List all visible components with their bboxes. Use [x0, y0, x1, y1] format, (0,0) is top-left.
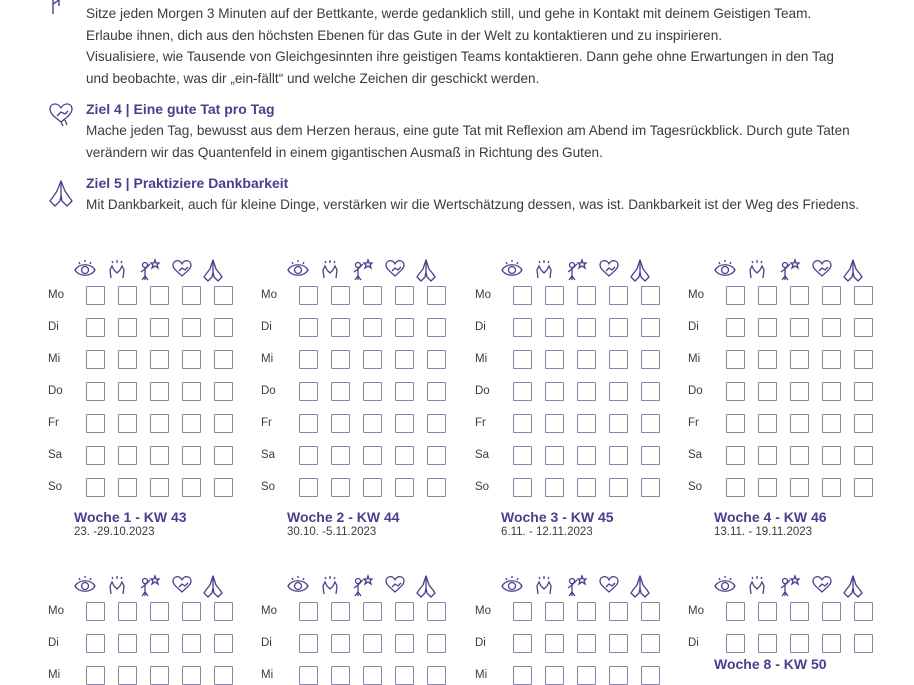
checkbox-di-eye[interactable]: [86, 318, 105, 337]
checkbox-do-raised-hands[interactable]: [118, 382, 137, 401]
checkbox-sa-person-star[interactable]: [790, 446, 809, 465]
checkbox-sa-heart-hand[interactable]: [609, 446, 628, 465]
intro-paragraph: [86, 3, 834, 89]
day-label: Sa: [688, 449, 703, 461]
raised-hands-icon: [532, 574, 558, 598]
checkbox-so-heart-hand[interactable]: [822, 478, 841, 497]
checkbox-mi-praying-hands[interactable]: [214, 350, 233, 369]
checkbox-di-praying-hands[interactable]: [854, 318, 873, 337]
checkbox-fr-eye[interactable]: [513, 414, 532, 433]
checkbox-mo-heart-hand[interactable]: [182, 286, 201, 305]
checkbox-di-heart-hand[interactable]: [395, 318, 414, 337]
checkbox-di-praying-hands[interactable]: [641, 318, 660, 337]
week-title: Woche 2 - KW 44: [287, 509, 400, 525]
checkbox-fr-eye[interactable]: [86, 414, 105, 433]
checkbox-mo-heart-hand[interactable]: [609, 286, 628, 305]
day-label: Di: [475, 637, 486, 649]
checkbox-di-heart-hand[interactable]: [182, 318, 201, 337]
day-label: Mo: [48, 605, 64, 617]
day-label: Sa: [475, 449, 490, 461]
checkbox-sa-person-star[interactable]: [363, 446, 382, 465]
checkbox-mo-person-star[interactable]: [363, 602, 382, 621]
checkbox-di-eye[interactable]: [726, 634, 745, 653]
praying-hands-icon: [628, 258, 654, 282]
eye-icon: [500, 574, 526, 598]
praying-hands-icon: [201, 258, 227, 282]
checkbox-mo-praying-hands[interactable]: [427, 286, 446, 305]
checkbox-so-heart-hand[interactable]: [395, 478, 414, 497]
week-title: Woche 1 - KW 43: [74, 509, 187, 525]
checkbox-do-eye[interactable]: [726, 382, 745, 401]
checkbox-fr-heart-hand[interactable]: [609, 414, 628, 433]
checkbox-fr-praying-hands[interactable]: [214, 414, 233, 433]
checkbox-mi-raised-hands[interactable]: [545, 666, 564, 685]
day-label: Fr: [48, 417, 59, 429]
checkbox-di-praying-hands[interactable]: [214, 318, 233, 337]
praying-hands-icon: [47, 177, 75, 209]
checkbox-di-praying-hands[interactable]: [214, 634, 233, 653]
checkbox-di-heart-hand[interactable]: [822, 634, 841, 653]
checkbox-do-person-star[interactable]: [150, 382, 169, 401]
checkbox-so-heart-hand[interactable]: [182, 478, 201, 497]
checkbox-mo-person-star[interactable]: [150, 286, 169, 305]
person-star-icon: [350, 258, 376, 282]
checkbox-mo-raised-hands[interactable]: [331, 602, 350, 621]
checkbox-so-eye[interactable]: [299, 478, 318, 497]
checkbox-mi-eye[interactable]: [86, 350, 105, 369]
checkbox-mo-praying-hands[interactable]: [214, 602, 233, 621]
day-label: Mo: [48, 289, 64, 301]
checkbox-do-raised-hands[interactable]: [331, 382, 350, 401]
checkbox-mo-praying-hands[interactable]: [214, 286, 233, 305]
checkbox-di-person-star[interactable]: [363, 318, 382, 337]
day-label: Fr: [261, 417, 272, 429]
checkbox-do-raised-hands[interactable]: [758, 382, 777, 401]
day-label: So: [261, 481, 276, 493]
raised-hands-icon: [105, 258, 131, 282]
raised-hands-icon: [532, 258, 558, 282]
checkbox-mo-raised-hands[interactable]: [758, 286, 777, 305]
checkbox-do-praying-hands[interactable]: [427, 382, 446, 401]
checkbox-mi-heart-hand[interactable]: [395, 666, 414, 685]
checkbox-mi-person-star[interactable]: [577, 350, 596, 369]
checkbox-so-praying-hands[interactable]: [854, 478, 873, 497]
eye-icon: [73, 258, 99, 282]
day-label: Do: [688, 385, 703, 397]
day-label: So: [688, 481, 703, 493]
checkbox-fr-heart-hand[interactable]: [182, 414, 201, 433]
checkbox-mo-person-star[interactable]: [790, 602, 809, 621]
checkbox-mi-raised-hands[interactable]: [331, 666, 350, 685]
checkbox-mi-heart-hand[interactable]: [395, 350, 414, 369]
day-label: Sa: [261, 449, 276, 461]
checkbox-fr-heart-hand[interactable]: [822, 414, 841, 433]
raised-hands-icon: [318, 258, 344, 282]
goal-4-text: [86, 120, 850, 163]
checkbox-mi-person-star[interactable]: [150, 666, 169, 685]
goal-5-text: [86, 194, 859, 216]
week-dates: 30.10. -5.11.2023: [287, 526, 377, 538]
checkbox-so-raised-hands[interactable]: [118, 478, 137, 497]
checkbox-do-person-star[interactable]: [577, 382, 596, 401]
checkbox-di-heart-hand[interactable]: [395, 634, 414, 653]
checkbox-sa-person-star[interactable]: [577, 446, 596, 465]
checkbox-do-heart-hand[interactable]: [822, 382, 841, 401]
praying-hands-icon: [628, 574, 654, 598]
checkbox-do-heart-hand[interactable]: [395, 382, 414, 401]
checkbox-di-person-star[interactable]: [150, 634, 169, 653]
checkbox-mi-eye[interactable]: [299, 666, 318, 685]
checkbox-mi-person-star[interactable]: [150, 350, 169, 369]
day-label: Fr: [475, 417, 486, 429]
checkbox-di-raised-hands[interactable]: [545, 318, 564, 337]
checkbox-di-eye[interactable]: [513, 318, 532, 337]
checkbox-do-person-star[interactable]: [363, 382, 382, 401]
checkbox-do-praying-hands[interactable]: [214, 382, 233, 401]
week-dates: 23. -29.10.2023: [74, 526, 155, 538]
checkbox-mi-praying-hands[interactable]: [427, 666, 446, 685]
day-label: Mi: [48, 669, 61, 681]
intro-line: Visualisiere, wie Tausende von Gleichgesinnten ihre geistigen Teams kontaktieren. Dann gehe ohne Erwartungen in den Tag: [86, 49, 834, 64]
raised-hands-icon: [105, 574, 131, 598]
checkbox-di-eye[interactable]: [299, 634, 318, 653]
checkbox-mi-eye[interactable]: [299, 350, 318, 369]
intro-line: und beobachte, was dir „ein-fällt“ und welche Zeichen dir geschickt werden.: [86, 70, 540, 86]
checkbox-di-praying-hands[interactable]: [427, 634, 446, 653]
day-label: Mo: [475, 289, 491, 301]
checkbox-mi-heart-hand[interactable]: [182, 350, 201, 369]
day-label: Do: [48, 385, 63, 397]
eye-icon: [73, 574, 99, 598]
week-dates: 13.11. - 19.11.2023: [714, 526, 813, 538]
checkbox-mo-eye[interactable]: [513, 286, 532, 305]
checkbox-sa-raised-hands[interactable]: [545, 446, 564, 465]
checkbox-mo-person-star[interactable]: [150, 602, 169, 621]
checkbox-fr-person-star[interactable]: [150, 414, 169, 433]
checkbox-di-eye[interactable]: [726, 318, 745, 337]
checkbox-sa-eye[interactable]: [726, 446, 745, 465]
day-label: Mi: [475, 353, 488, 365]
checkbox-di-raised-hands[interactable]: [331, 634, 350, 653]
checkbox-mi-raised-hands[interactable]: [118, 350, 137, 369]
week-title: Woche 8 - KW 50: [714, 656, 827, 672]
checkbox-sa-raised-hands[interactable]: [118, 446, 137, 465]
day-label: Mo: [688, 605, 704, 617]
day-label: Fr: [688, 417, 699, 429]
checkbox-mo-praying-hands[interactable]: [854, 602, 873, 621]
person-star-icon: [47, 0, 73, 20]
checkbox-mi-heart-hand[interactable]: [182, 666, 201, 685]
checkbox-di-person-star[interactable]: [577, 634, 596, 653]
checkbox-mi-raised-hands[interactable]: [758, 350, 777, 369]
checkbox-so-eye[interactable]: [513, 478, 532, 497]
checkbox-fr-person-star[interactable]: [790, 414, 809, 433]
checkbox-mi-person-star[interactable]: [363, 666, 382, 685]
checkbox-fr-praying-hands[interactable]: [427, 414, 446, 433]
checkbox-di-person-star[interactable]: [790, 634, 809, 653]
checkbox-do-eye[interactable]: [299, 382, 318, 401]
checkbox-mi-person-star[interactable]: [363, 350, 382, 369]
week-title: Woche 4 - KW 46: [714, 509, 827, 525]
checkbox-mo-person-star[interactable]: [577, 286, 596, 305]
checkbox-so-praying-hands[interactable]: [641, 478, 660, 497]
eye-icon: [713, 574, 739, 598]
checkbox-mi-person-star[interactable]: [790, 350, 809, 369]
checkbox-sa-eye[interactable]: [299, 446, 318, 465]
checkbox-di-raised-hands[interactable]: [118, 634, 137, 653]
checkbox-mo-eye[interactable]: [86, 602, 105, 621]
day-label: Mi: [475, 669, 488, 681]
checkbox-mo-raised-hands[interactable]: [545, 602, 564, 621]
praying-hands-icon: [841, 258, 867, 282]
checkbox-mi-person-star[interactable]: [577, 666, 596, 685]
day-label: Mo: [475, 605, 491, 617]
intro-line: Erlaube ihnen, dich aus den höchsten Ebenen für das Gute in der Welt zu kontaktieren und zu inspirieren.: [86, 27, 723, 43]
checkbox-fr-raised-hands[interactable]: [758, 414, 777, 433]
checkbox-fr-eye[interactable]: [726, 414, 745, 433]
checkbox-di-raised-hands[interactable]: [118, 318, 137, 337]
checkbox-di-heart-hand[interactable]: [609, 318, 628, 337]
eye-icon: [286, 574, 312, 598]
checkbox-mi-eye[interactable]: [513, 666, 532, 685]
day-label: Mi: [688, 353, 701, 365]
checkbox-mo-raised-hands[interactable]: [118, 602, 137, 621]
checkbox-mi-heart-hand[interactable]: [609, 350, 628, 369]
checkbox-mi-eye[interactable]: [726, 350, 745, 369]
heart-hand-icon: [47, 100, 75, 128]
checkbox-di-praying-hands[interactable]: [427, 318, 446, 337]
checkbox-mo-heart-hand[interactable]: [609, 602, 628, 621]
checkbox-mo-eye[interactable]: [726, 602, 745, 621]
checkbox-so-raised-hands[interactable]: [545, 478, 564, 497]
heart-hand-icon: [810, 574, 836, 598]
checkbox-di-eye[interactable]: [513, 634, 532, 653]
day-label: So: [475, 481, 490, 493]
checkbox-so-eye[interactable]: [726, 478, 745, 497]
checkbox-sa-praying-hands[interactable]: [854, 446, 873, 465]
checkbox-mo-eye[interactable]: [86, 286, 105, 305]
checkbox-mo-praying-hands[interactable]: [854, 286, 873, 305]
checkbox-mo-raised-hands[interactable]: [758, 602, 777, 621]
checkbox-do-praying-hands[interactable]: [641, 382, 660, 401]
checkbox-do-raised-hands[interactable]: [545, 382, 564, 401]
praying-hands-icon: [414, 258, 440, 282]
checkbox-fr-raised-hands[interactable]: [118, 414, 137, 433]
checkbox-fr-praying-hands[interactable]: [854, 414, 873, 433]
checkbox-do-eye[interactable]: [86, 382, 105, 401]
intro-line: Sitze jeden Morgen 3 Minuten auf der Bettkante, werde gedanklich still, und gehe in Kontakt mit deinem Geistigen Team.: [86, 6, 812, 21]
checkbox-do-heart-hand[interactable]: [609, 382, 628, 401]
checkbox-di-raised-hands[interactable]: [545, 634, 564, 653]
checkbox-do-eye[interactable]: [513, 382, 532, 401]
checkbox-di-person-star[interactable]: [150, 318, 169, 337]
heart-hand-icon: [810, 258, 836, 282]
checkbox-mo-raised-hands[interactable]: [545, 286, 564, 305]
checkbox-mi-heart-hand[interactable]: [822, 350, 841, 369]
checkbox-mo-person-star[interactable]: [577, 602, 596, 621]
checkbox-mo-person-star[interactable]: [790, 286, 809, 305]
checkbox-di-raised-hands[interactable]: [331, 318, 350, 337]
checkbox-fr-heart-hand[interactable]: [395, 414, 414, 433]
checkbox-mi-praying-hands[interactable]: [854, 350, 873, 369]
checkbox-mo-heart-hand[interactable]: [822, 602, 841, 621]
checkbox-mi-eye[interactable]: [513, 350, 532, 369]
checkbox-sa-heart-hand[interactable]: [182, 446, 201, 465]
checkbox-mo-praying-hands[interactable]: [641, 286, 660, 305]
person-star-icon: [137, 574, 163, 598]
day-label: Sa: [48, 449, 63, 461]
checkbox-mi-praying-hands[interactable]: [641, 350, 660, 369]
checkbox-mi-praying-hands[interactable]: [427, 350, 446, 369]
day-label: Mo: [688, 289, 704, 301]
goal-4-line: verändern wir das Quantenfeld in einem gigantischen Ausmaß in Richtung des Guten.: [86, 144, 603, 160]
checkbox-di-heart-hand[interactable]: [182, 634, 201, 653]
checkbox-so-person-star[interactable]: [150, 478, 169, 497]
checkbox-so-praying-hands[interactable]: [214, 478, 233, 497]
praying-hands-icon: [841, 574, 867, 598]
day-label: Di: [48, 637, 59, 649]
week-title: Woche 3 - KW 45: [501, 509, 614, 525]
checkbox-mo-heart-hand[interactable]: [822, 286, 841, 305]
checkbox-sa-eye[interactable]: [513, 446, 532, 465]
eye-icon: [500, 258, 526, 282]
checkbox-sa-praying-hands[interactable]: [427, 446, 446, 465]
checkbox-do-heart-hand[interactable]: [182, 382, 201, 401]
checkbox-so-person-star[interactable]: [363, 478, 382, 497]
goal-4-title: Ziel 4 | Eine gute Tat pro Tag: [86, 101, 275, 117]
checkbox-di-heart-hand[interactable]: [609, 634, 628, 653]
checkbox-mo-praying-hands[interactable]: [427, 602, 446, 621]
checkbox-di-raised-hands[interactable]: [758, 634, 777, 653]
checkbox-mi-eye[interactable]: [86, 666, 105, 685]
heart-hand-icon: [170, 258, 196, 282]
raised-hands-icon: [318, 574, 344, 598]
raised-hands-icon: [745, 258, 771, 282]
checkbox-fr-praying-hands[interactable]: [641, 414, 660, 433]
checkbox-mi-raised-hands[interactable]: [545, 350, 564, 369]
checkbox-so-raised-hands[interactable]: [758, 478, 777, 497]
day-label: Di: [48, 321, 59, 333]
checkbox-so-person-star[interactable]: [790, 478, 809, 497]
checkbox-mo-raised-hands[interactable]: [331, 286, 350, 305]
checkbox-mi-raised-hands[interactable]: [118, 666, 137, 685]
checkbox-fr-raised-hands[interactable]: [331, 414, 350, 433]
heart-hand-icon: [597, 258, 623, 282]
checkbox-sa-praying-hands[interactable]: [214, 446, 233, 465]
checkbox-fr-eye[interactable]: [299, 414, 318, 433]
person-star-icon: [777, 258, 803, 282]
checkbox-do-person-star[interactable]: [790, 382, 809, 401]
person-star-icon: [137, 258, 163, 282]
checkbox-so-eye[interactable]: [86, 478, 105, 497]
checkbox-mo-heart-hand[interactable]: [182, 602, 201, 621]
goal-5-title: Ziel 5 | Praktiziere Dankbarkeit: [86, 175, 289, 191]
eye-icon: [286, 258, 312, 282]
goal-4-line: Mache jeden Tag, bewusst aus dem Herzen heraus, eine gute Tat mit Reflexion am Abend im Tagesrückblick. Durch gute Taten: [86, 123, 850, 138]
heart-hand-icon: [383, 258, 409, 282]
checkbox-so-heart-hand[interactable]: [609, 478, 628, 497]
checkbox-sa-heart-hand[interactable]: [395, 446, 414, 465]
day-label: Mi: [261, 669, 274, 681]
eye-icon: [713, 258, 739, 282]
checkbox-mo-raised-hands[interactable]: [118, 286, 137, 305]
person-star-icon: [564, 258, 590, 282]
checkbox-sa-eye[interactable]: [86, 446, 105, 465]
checkbox-mi-praying-hands[interactable]: [214, 666, 233, 685]
day-label: Di: [475, 321, 486, 333]
person-star-icon: [777, 574, 803, 598]
checkbox-sa-heart-hand[interactable]: [822, 446, 841, 465]
raised-hands-icon: [745, 574, 771, 598]
checkbox-mo-eye[interactable]: [299, 286, 318, 305]
checkbox-di-person-star[interactable]: [790, 318, 809, 337]
checkbox-fr-raised-hands[interactable]: [545, 414, 564, 433]
day-label: Mi: [261, 353, 274, 365]
day-label: Mo: [261, 289, 277, 301]
person-star-icon: [350, 574, 376, 598]
checkbox-di-praying-hands[interactable]: [641, 634, 660, 653]
person-star-icon: [564, 574, 590, 598]
checkbox-mo-eye[interactable]: [726, 286, 745, 305]
checkbox-fr-person-star[interactable]: [363, 414, 382, 433]
heart-hand-icon: [383, 574, 409, 598]
checkbox-di-heart-hand[interactable]: [822, 318, 841, 337]
day-label: Di: [261, 637, 272, 649]
checkbox-so-praying-hands[interactable]: [427, 478, 446, 497]
checkbox-mo-heart-hand[interactable]: [395, 286, 414, 305]
checkbox-di-eye[interactable]: [86, 634, 105, 653]
checkbox-mo-person-star[interactable]: [363, 286, 382, 305]
checkbox-mo-praying-hands[interactable]: [641, 602, 660, 621]
goal-5-line: Mit Dankbarkeit, auch für kleine Dinge, verstärken wir die Wertschätzung dessen, was ist. Dankbarkeit ist der Weg des Friedens.: [86, 197, 860, 212]
praying-hands-icon: [414, 574, 440, 598]
checkbox-so-raised-hands[interactable]: [331, 478, 350, 497]
checkbox-fr-person-star[interactable]: [577, 414, 596, 433]
checkbox-mi-praying-hands[interactable]: [641, 666, 660, 685]
checkbox-so-person-star[interactable]: [577, 478, 596, 497]
day-label: Mi: [48, 353, 61, 365]
checkbox-mo-heart-hand[interactable]: [395, 602, 414, 621]
week-dates: 6.11. - 12.11.2023: [501, 526, 593, 538]
day-label: Di: [688, 637, 699, 649]
heart-hand-icon: [170, 574, 196, 598]
checkbox-do-praying-hands[interactable]: [854, 382, 873, 401]
checkbox-sa-raised-hands[interactable]: [331, 446, 350, 465]
checkbox-sa-praying-hands[interactable]: [641, 446, 660, 465]
day-label: Di: [261, 321, 272, 333]
checkbox-mo-eye[interactable]: [513, 602, 532, 621]
day-label: Do: [475, 385, 490, 397]
checkbox-di-praying-hands[interactable]: [854, 634, 873, 653]
checkbox-sa-person-star[interactable]: [150, 446, 169, 465]
checkbox-di-raised-hands[interactable]: [758, 318, 777, 337]
heart-hand-icon: [597, 574, 623, 598]
checkbox-di-eye[interactable]: [299, 318, 318, 337]
day-label: Di: [688, 321, 699, 333]
checkbox-mi-heart-hand[interactable]: [609, 666, 628, 685]
day-label: Do: [261, 385, 276, 397]
day-label: Mo: [261, 605, 277, 617]
checkbox-di-person-star[interactable]: [363, 634, 382, 653]
checkbox-mo-eye[interactable]: [299, 602, 318, 621]
checkbox-mi-raised-hands[interactable]: [331, 350, 350, 369]
checkbox-di-person-star[interactable]: [577, 318, 596, 337]
praying-hands-icon: [201, 574, 227, 598]
day-label: So: [48, 481, 63, 493]
checkbox-sa-raised-hands[interactable]: [758, 446, 777, 465]
